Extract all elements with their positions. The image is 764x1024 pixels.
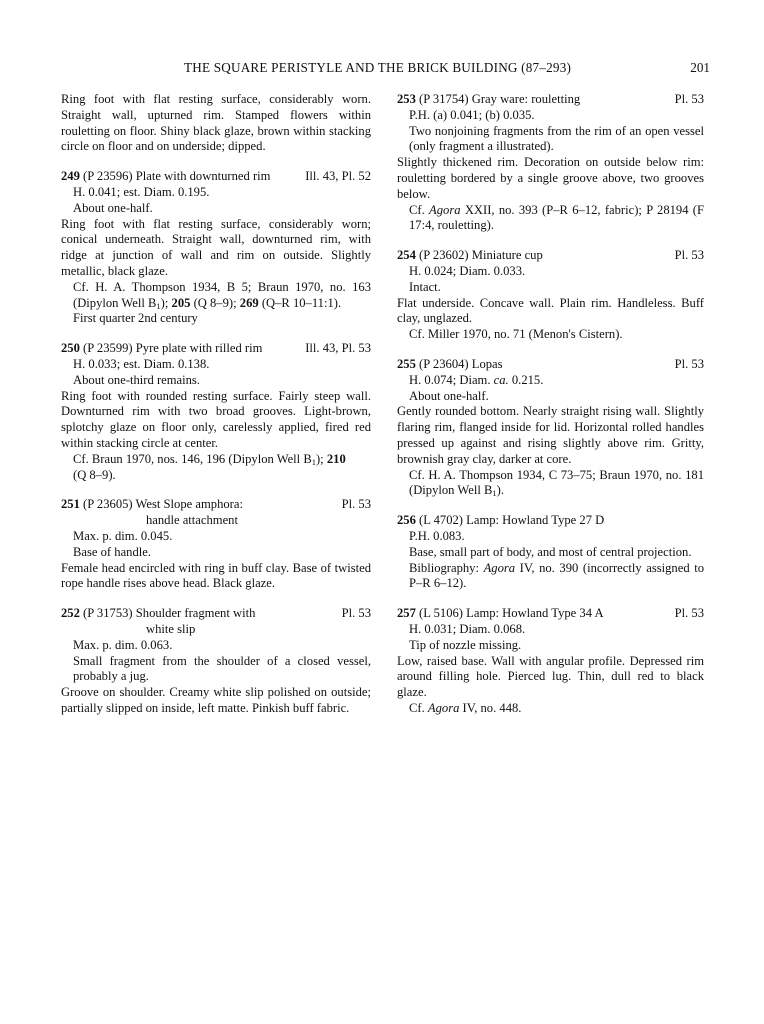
entry-number: 254 xyxy=(397,248,416,263)
catalog-entry-250 xyxy=(61,341,371,483)
comparanda: Cf. Miller 1970, no. 71 (Menon's Cistern). xyxy=(409,327,623,342)
dimensions: H. 0.031; Diam. 0.068. xyxy=(409,621,526,636)
dimensions: H. 0.041; est. Diam. 0.195. xyxy=(73,184,210,199)
plate-reference: Pl. 53 xyxy=(341,497,371,512)
plate-reference: Pl. 53 xyxy=(674,356,704,371)
inventory-number: (L 4702) xyxy=(419,513,463,528)
plate-reference: Pl. 53 xyxy=(674,92,704,106)
comparanda: Cf. Agora IV, no. 448. xyxy=(409,700,522,715)
plate-reference: Pl. 53 xyxy=(341,606,371,621)
condition: Base, small part of body, and most of central projection. xyxy=(409,544,692,559)
comparanda: Cf. Agora XXII, no. 393 (P–R 6–12, fabric); P 28194 (F 17:4, rouletting). xyxy=(409,202,704,233)
comparanda: Cf. H. A. Thompson 1934, B 5; Braun 1970, no. 163 (Dipylon Well $B_1$); 205 (Q 8–9); 269 (Q–R 10–11:1). xyxy=(73,279,371,311)
entry-number: 253 xyxy=(397,92,416,106)
dimensions: P.H. 0.083. xyxy=(409,528,465,543)
page-number: 201 xyxy=(690,60,710,75)
condition: About one-half. xyxy=(73,200,153,215)
entry-heading xyxy=(61,169,371,185)
entry-number: 250 xyxy=(61,341,80,356)
plate-reference: Pl. 53 xyxy=(674,606,704,621)
running-header xyxy=(60,60,710,80)
catalog-entry-249 xyxy=(61,169,371,327)
catalog-entry-256 xyxy=(397,513,704,592)
condition: Tip of nozzle missing. xyxy=(409,637,522,652)
entry-title: Lamp: Howland Type 27 D xyxy=(466,513,605,528)
comparanda: Cf. H. A. Thompson 1934, C 73–75; Braun 1970, no. 181 (Dipylon Well $B_1$). xyxy=(409,467,704,499)
catalog-entry-255 xyxy=(397,357,704,499)
dimensions: Max. p. dim. 0.063. xyxy=(73,637,173,652)
entry-number: 255 xyxy=(397,356,416,371)
entry-number: 249 xyxy=(61,169,80,184)
entry-heading xyxy=(61,341,371,357)
condition: Two nonjoining fragments from the rim of an open vessel (only fragment a illustrated). xyxy=(409,123,704,154)
dimensions: H. 0.033; est. Diam. 0.138. xyxy=(73,356,210,371)
running-title: THE SQUARE PERISTYLE AND THE BRICK BUILDING (87–293) xyxy=(184,60,572,75)
comparanda: Cf. Braun 1970, nos. 146, 196 (Dipylon Well $B_1$); 210 (Q 8–9). xyxy=(73,451,346,482)
catalog-entry-252 xyxy=(61,606,371,717)
condition: Small fragment from the shoulder of a closed vessel, probably a jug. xyxy=(73,653,371,684)
bibliography: Bibliography: Agora IV, no. 390 (incorrectly assigned to P–R 6–12). xyxy=(409,560,705,591)
entry-title-continued: white slip xyxy=(146,621,196,636)
description: Groove on shoulder. Creamy white slip polished on outside; partially slipped on inside, left matte. Pinkish buff fabric. xyxy=(61,685,371,715)
entry-title-continued: handle attachment xyxy=(146,513,238,528)
entry-title: Lopas xyxy=(471,356,503,371)
catalog-entry-254 xyxy=(397,248,704,343)
entry-number: 252 xyxy=(61,606,80,621)
plate-reference: Ill. 43, Pl. 52 xyxy=(305,169,371,184)
cross-reference: 269 xyxy=(239,295,259,310)
entry-title: West Slope amphora: xyxy=(135,497,243,512)
description: Ring foot with rounded resting surface. Fairly steep wall. Downturned rim with two broad grooves. Light-brown, splotchy glaze on floor only, carelessly applied, fired red within stacking circle at center. xyxy=(61,388,371,450)
cross-reference: 210 xyxy=(326,451,346,466)
entry-heading xyxy=(397,92,704,108)
entry-heading xyxy=(397,606,704,622)
description: Female head encircled with ring in buff clay. Base of twisted rope handle rises above head. Black glaze. xyxy=(61,560,371,591)
catalog-entry-257 xyxy=(397,606,704,717)
plate-reference: Pl. 53 xyxy=(674,248,704,263)
inventory-number: (P 23596) xyxy=(83,169,133,184)
entry-title: Plate with downturned rim xyxy=(135,169,271,184)
inventory-number: (P 31753) xyxy=(83,606,133,621)
cross-reference: 205 xyxy=(171,295,191,310)
entry-number: 251 xyxy=(61,497,80,512)
inventory-number: (P 23599) xyxy=(83,341,133,356)
description: Gently rounded bottom. Nearly straight rising wall. Slightly flaring rim, flanged inside for lid. Horizontal rolled handles pressed up against and rising slightly above rim. Gritty, brownish gray clay, darker at core. xyxy=(397,404,704,466)
dimensions: P.H. (a) 0.041; (b) 0.035. xyxy=(409,107,535,122)
entry-title: Gray ware: rouletting xyxy=(471,92,581,106)
dimensions: H. 0.024; Diam. 0.033. xyxy=(409,263,526,278)
entry-title: Lamp: Howland Type 34 A xyxy=(466,606,604,621)
description: Slightly thickened rim. Decoration on outside below rim: rouletting bordered by a single groove above, two grooves below. xyxy=(397,155,704,201)
inventory-number: (L 5106) xyxy=(419,606,463,621)
entry-title: Miniature cup xyxy=(471,248,543,263)
dimensions: Max. p. dim. 0.045. xyxy=(73,528,173,543)
inventory-number: (P 31754) xyxy=(419,92,469,106)
plate-reference: Ill. 43, Pl. 53 xyxy=(305,341,371,356)
inventory-number: (P 23604) xyxy=(419,356,469,371)
entry-heading xyxy=(61,497,371,529)
condition: About one-third remains. xyxy=(73,372,200,387)
dimensions: H. 0.074; Diam. ca. 0.215. xyxy=(409,372,544,387)
description: Ring foot with flat resting surface, considerably worn; conical underneath. Straight wall, downturned rim, with ridge at junction of wall and rim on outside. Slightly metallic, black glaze. xyxy=(61,216,371,278)
entry-heading xyxy=(397,248,704,264)
right-column xyxy=(397,92,704,717)
continued-description: Ring foot with flat resting surface, considerably worn. Straight wall, upturned rim. Stamped flowers within rouletting on floor. Shiny black glaze, brown within stacking circle on floor and on underside; dipped. xyxy=(61,92,371,154)
condition: Intact. xyxy=(409,279,441,294)
date: First quarter 2nd century xyxy=(73,311,198,326)
inventory-number: (P 23602) xyxy=(419,248,469,263)
description: Low, raised base. Wall with angular profile. Depressed rim around filling hole. Pierced lug. Thin, dull red to black glaze. xyxy=(397,653,704,700)
inventory-number: (P 23605) xyxy=(83,497,133,512)
catalog-entry-251 xyxy=(61,497,371,592)
left-column xyxy=(61,92,371,717)
condition: About one-half. xyxy=(409,388,489,403)
entry-number: 257 xyxy=(397,606,416,621)
description: Flat underside. Concave wall. Plain rim. Handleless. Buff clay, unglazed. xyxy=(397,295,704,326)
entry-heading xyxy=(397,357,704,373)
entry-title: Shoulder fragment with xyxy=(135,606,256,621)
entry-number: 256 xyxy=(397,513,416,528)
entry-heading xyxy=(397,513,704,529)
entry-title: Pyre plate with rilled rim xyxy=(135,341,263,356)
entry-heading xyxy=(61,606,371,638)
condition: Base of handle. xyxy=(73,544,151,559)
catalog-entry-253 xyxy=(397,92,704,234)
